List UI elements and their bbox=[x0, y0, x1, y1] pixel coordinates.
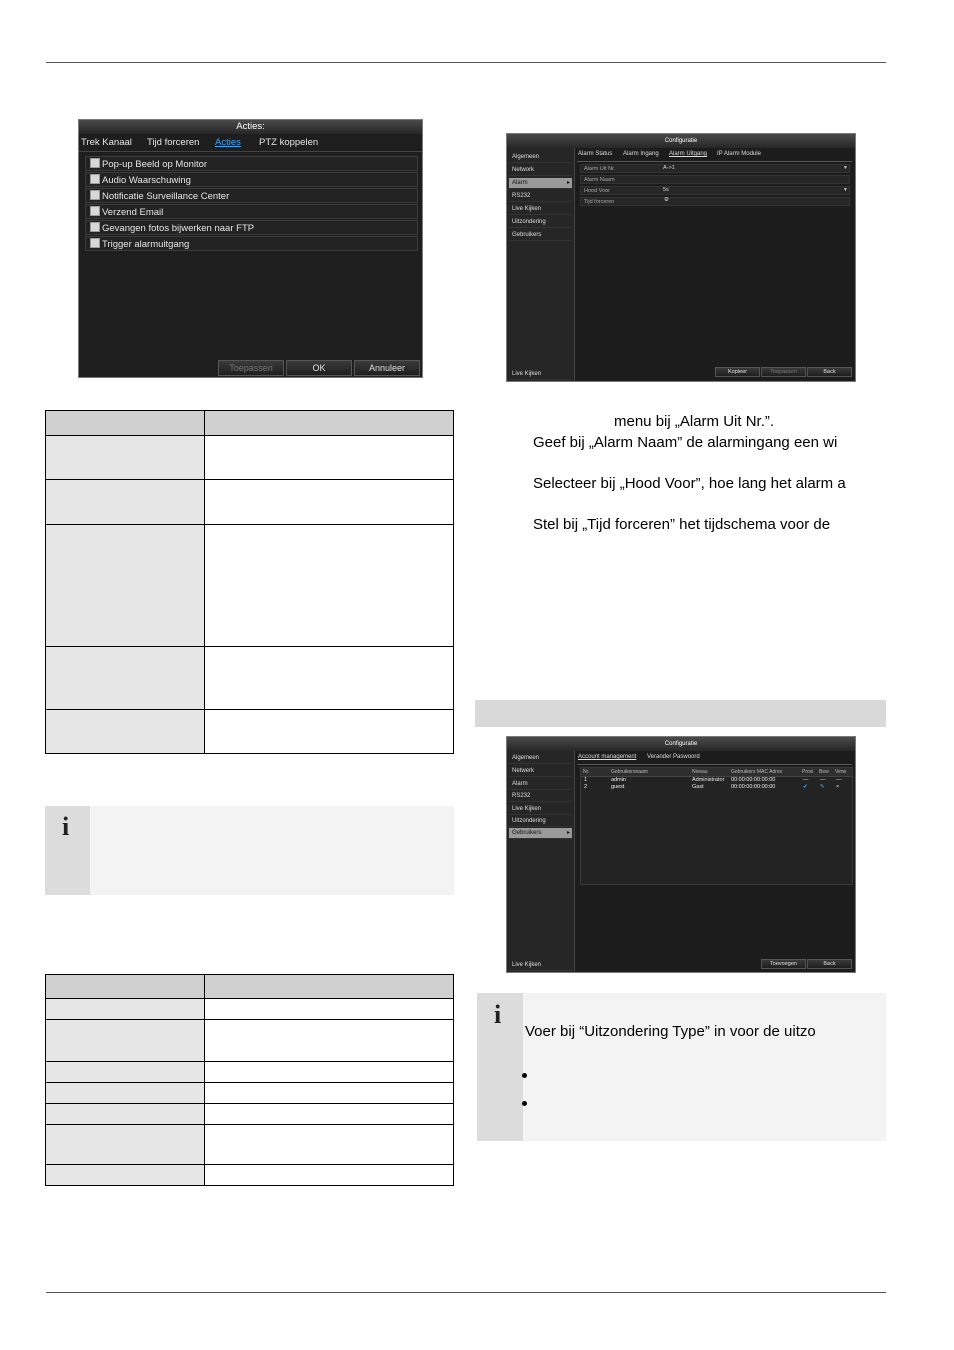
table-row[interactable]: 1 admin Administrator 00:00:00:00:00:00 — — — bbox=[584, 777, 842, 783]
field-hood-voor[interactable]: Hood Voor bbox=[580, 186, 850, 195]
field-tijd-forceren[interactable]: Tijd forceren bbox=[580, 197, 850, 206]
permission-icon[interactable]: ✔ bbox=[803, 784, 808, 790]
delete-icon[interactable]: × bbox=[836, 784, 840, 790]
option-trigger[interactable]: Trigger alarmuitgang bbox=[85, 236, 418, 251]
tab-alarm-status[interactable]: Alarm Status bbox=[578, 151, 613, 157]
hood-voor-value: 5s bbox=[663, 187, 669, 193]
apply-button[interactable]: Toepassen bbox=[218, 360, 284, 376]
sidebar-item-netwerk[interactable]: Netwerk bbox=[509, 766, 572, 777]
info-icon: i bbox=[494, 1000, 502, 1029]
user-list bbox=[580, 767, 853, 885]
cancel-button[interactable]: Annuleer bbox=[354, 360, 420, 376]
users-table bbox=[45, 974, 454, 1186]
apply-button[interactable]: Toepassen bbox=[761, 367, 806, 377]
alarm-config-screen bbox=[506, 133, 856, 382]
add-user-button[interactable]: Toevoegen bbox=[761, 959, 806, 969]
sidebar-item-uitzondering[interactable]: Uitzondering bbox=[509, 217, 572, 228]
config-tabs bbox=[577, 754, 852, 765]
back-button[interactable]: Back bbox=[807, 959, 852, 969]
sidebar-item-network[interactable]: Network bbox=[509, 165, 572, 176]
sidebar-item-live[interactable]: Live Kijken bbox=[509, 204, 572, 215]
gear-icon[interactable]: ⚙ bbox=[664, 197, 669, 203]
table-row[interactable]: 2 guest Gast 00:00:00:00:00:00 ✔ ✎ × bbox=[584, 784, 840, 790]
sidebar bbox=[507, 751, 575, 972]
option-ftp[interactable]: Gevangen fotos bijwerken naar FTP bbox=[85, 220, 418, 235]
bottom-rule bbox=[46, 1292, 886, 1293]
checkbox-icon[interactable] bbox=[90, 190, 100, 200]
instruction-3: Selecteer bij „Hood Voor”, hoe lang het alarm a bbox=[533, 475, 846, 492]
checkbox-icon[interactable] bbox=[90, 206, 100, 216]
option-notification[interactable]: Notificatie Surveillance Center bbox=[85, 188, 418, 203]
instruction-2: Geef bij „Alarm Naam” de alarmingang een wi bbox=[533, 434, 838, 451]
top-rule bbox=[46, 62, 886, 63]
info-icon: i bbox=[62, 812, 70, 841]
sidebar-item-live[interactable]: Live Kijken bbox=[509, 804, 572, 815]
bullet-icon bbox=[522, 1101, 527, 1106]
dialog-title: Acties: bbox=[79, 120, 422, 134]
sidebar-item-algemeen[interactable]: Algemeen bbox=[509, 753, 572, 764]
options-table bbox=[45, 410, 454, 754]
live-view-link[interactable]: Live Kijken bbox=[509, 369, 572, 380]
sidebar-item-uitzondering[interactable]: Uitzondering bbox=[509, 816, 572, 827]
field-alarm-naam[interactable]: Alarm Naam bbox=[580, 175, 850, 184]
option-audio[interactable]: Audio Waarschuwing bbox=[85, 172, 418, 187]
instruction-1: menu bij „Alarm Uit Nr.”. bbox=[614, 413, 775, 430]
config-tabs bbox=[577, 151, 852, 162]
user-list-header: Nr. Gebruikersnaam Niveau Gebruikers MAC Adres Provi Bew Verw bbox=[581, 768, 852, 777]
acties-dialog bbox=[78, 119, 423, 378]
tab-ip-alarm-module[interactable]: IP Alarm Module bbox=[717, 151, 761, 157]
checkbox-icon[interactable] bbox=[90, 158, 100, 168]
option-email[interactable]: Verzend Email bbox=[85, 204, 418, 219]
dialog-tabs bbox=[79, 135, 422, 152]
checkbox-icon[interactable] bbox=[90, 174, 100, 184]
tab-ptz-koppelen[interactable]: PTZ koppelen bbox=[259, 137, 319, 148]
sidebar-item-rs232[interactable]: RS232 bbox=[509, 791, 572, 802]
bullet-icon bbox=[522, 1073, 527, 1078]
sidebar-item-alarm[interactable]: Alarm bbox=[509, 779, 572, 790]
sidebar-item-rs232[interactable]: RS232 bbox=[509, 191, 572, 202]
tab-alarm-ingang[interactable]: Alarm Ingang bbox=[623, 151, 659, 157]
note-text: Voer bij “Uitzondering Type” in voor de uitzo bbox=[525, 1023, 816, 1040]
info-note-left bbox=[45, 806, 454, 895]
tab-trek-kanaal[interactable]: Trek Kanaal bbox=[81, 137, 132, 148]
sidebar-item-gebruikers[interactable]: Gebruikers bbox=[509, 230, 572, 241]
checkbox-icon[interactable] bbox=[90, 238, 100, 248]
sidebar-item-gebruikers[interactable]: Gebruikers ▸ bbox=[509, 828, 572, 839]
sidebar-item-algemeen[interactable]: Algemeen bbox=[509, 152, 572, 163]
ok-button[interactable]: OK bbox=[286, 360, 352, 376]
section-heading-bar bbox=[475, 700, 886, 727]
copy-button[interactable]: Kopieer bbox=[715, 367, 760, 377]
dropdown-icon[interactable]: ▾ bbox=[844, 187, 847, 193]
sidebar bbox=[507, 148, 575, 381]
tab-tijd-forceren[interactable]: Tijd forceren bbox=[147, 137, 200, 148]
users-config-screen bbox=[506, 736, 856, 973]
tab-alarm-uitgang[interactable]: Alarm Uitgang bbox=[669, 151, 708, 157]
tab-verander-paswoord[interactable]: Verander Paswoord bbox=[647, 754, 700, 760]
info-note-right bbox=[477, 993, 886, 1141]
checkbox-icon[interactable] bbox=[90, 222, 100, 232]
live-view-link[interactable]: Live Kijken bbox=[509, 960, 572, 971]
field-alarm-uit-nr[interactable]: Alarm Uit Nr. bbox=[580, 164, 850, 173]
screen-title: Configuratie bbox=[507, 134, 855, 148]
option-popup[interactable]: Pop-up Beeld op Monitor bbox=[85, 156, 418, 171]
dropdown-icon[interactable]: ▾ bbox=[844, 165, 847, 171]
back-button[interactable]: Back bbox=[807, 367, 852, 377]
edit-icon[interactable]: ✎ bbox=[820, 784, 825, 790]
sidebar-item-alarm[interactable]: Alarm ▸ bbox=[509, 178, 572, 189]
tab-account-management[interactable]: Account management bbox=[578, 754, 637, 760]
tab-acties[interactable]: Acties bbox=[215, 137, 241, 148]
instruction-4: Stel bij „Tijd forceren” het tijdschema voor de bbox=[533, 516, 831, 533]
screen-title: Configuratie bbox=[507, 737, 855, 751]
alarm-uit-nr-value: A->1 bbox=[663, 165, 675, 171]
